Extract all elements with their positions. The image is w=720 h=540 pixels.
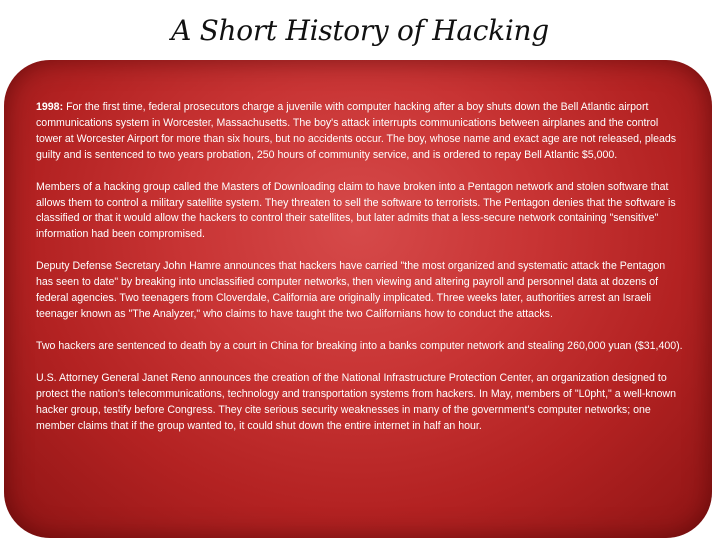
paragraph-1998 [36,100,684,164]
paragraph-hamre [36,259,684,323]
paragraph-text: Two hackers are sentenced to death by a court in China for breaking into a banks computer network and stealing 260,000 yuan ($31,400). [36,339,683,352]
paragraph-text: Members of a hacking group called the Masters of Downloading claim to have broken into a Pentagon network and stolen software that allows them to control a military satellite system. They threaten to sell the software to terrorists. The Pentagon denies that the software is classified or that it would allow the hackers to control their satellites, but later admits that a less-secure network containing "sensitive" information had been compromised. [36,180,676,241]
paragraph-reno [36,371,684,435]
paragraph-text: For the first time, federal prosecutors charge a juvenile with computer hacking after a boy shuts down the Bell Atlantic airport communications system in Worcester, Massachusetts. The boy's attack interrupts communications between airplanes and the control tower at Worcester Airport for more than six hours, but no accidents occur. The boy, whose name and exact age are not released, pleads guilty and is sentenced to two years probation, 250 hours of community service, and is ordered to repay Bell Atlantic $5,000. [36,101,677,161]
content-body [36,100,684,450]
paragraph-text: U.S. Attorney General Janet Reno announces the creation of the National Infrastructure Protection Center, an organization designed to protect the nation's telecommunications, technology and transportation systems from hackers. In May, members of "L0pht," a well-known hacker group, testify before Congress. They cite serious security weaknesses in many of the government's computer networks; one member claims that if the group wanted to, it could shut down the entire internet in half an hour. [36,371,676,432]
year-label: 1998: [36,101,64,113]
paragraph-china [36,339,684,355]
paragraph-masters-of-downloading [36,180,684,244]
paragraph-text: Deputy Defense Secretary John Hamre announces that hackers have carried "the most organized and systematic attack the Pentagon has seen to date" by breaking into unclassified computer networks, then viewing and altering payroll and personnel data at dozens of federal agencies. Two teenagers from Cloverdale, California are originally implicated. Three weeks later, authorities arrest an Israeli teenager known as "The Analyzer," who claims to have taught the two Californians how to conduct the attacks. [36,260,666,320]
slide-title: A Short History of Hacking [171,14,549,47]
